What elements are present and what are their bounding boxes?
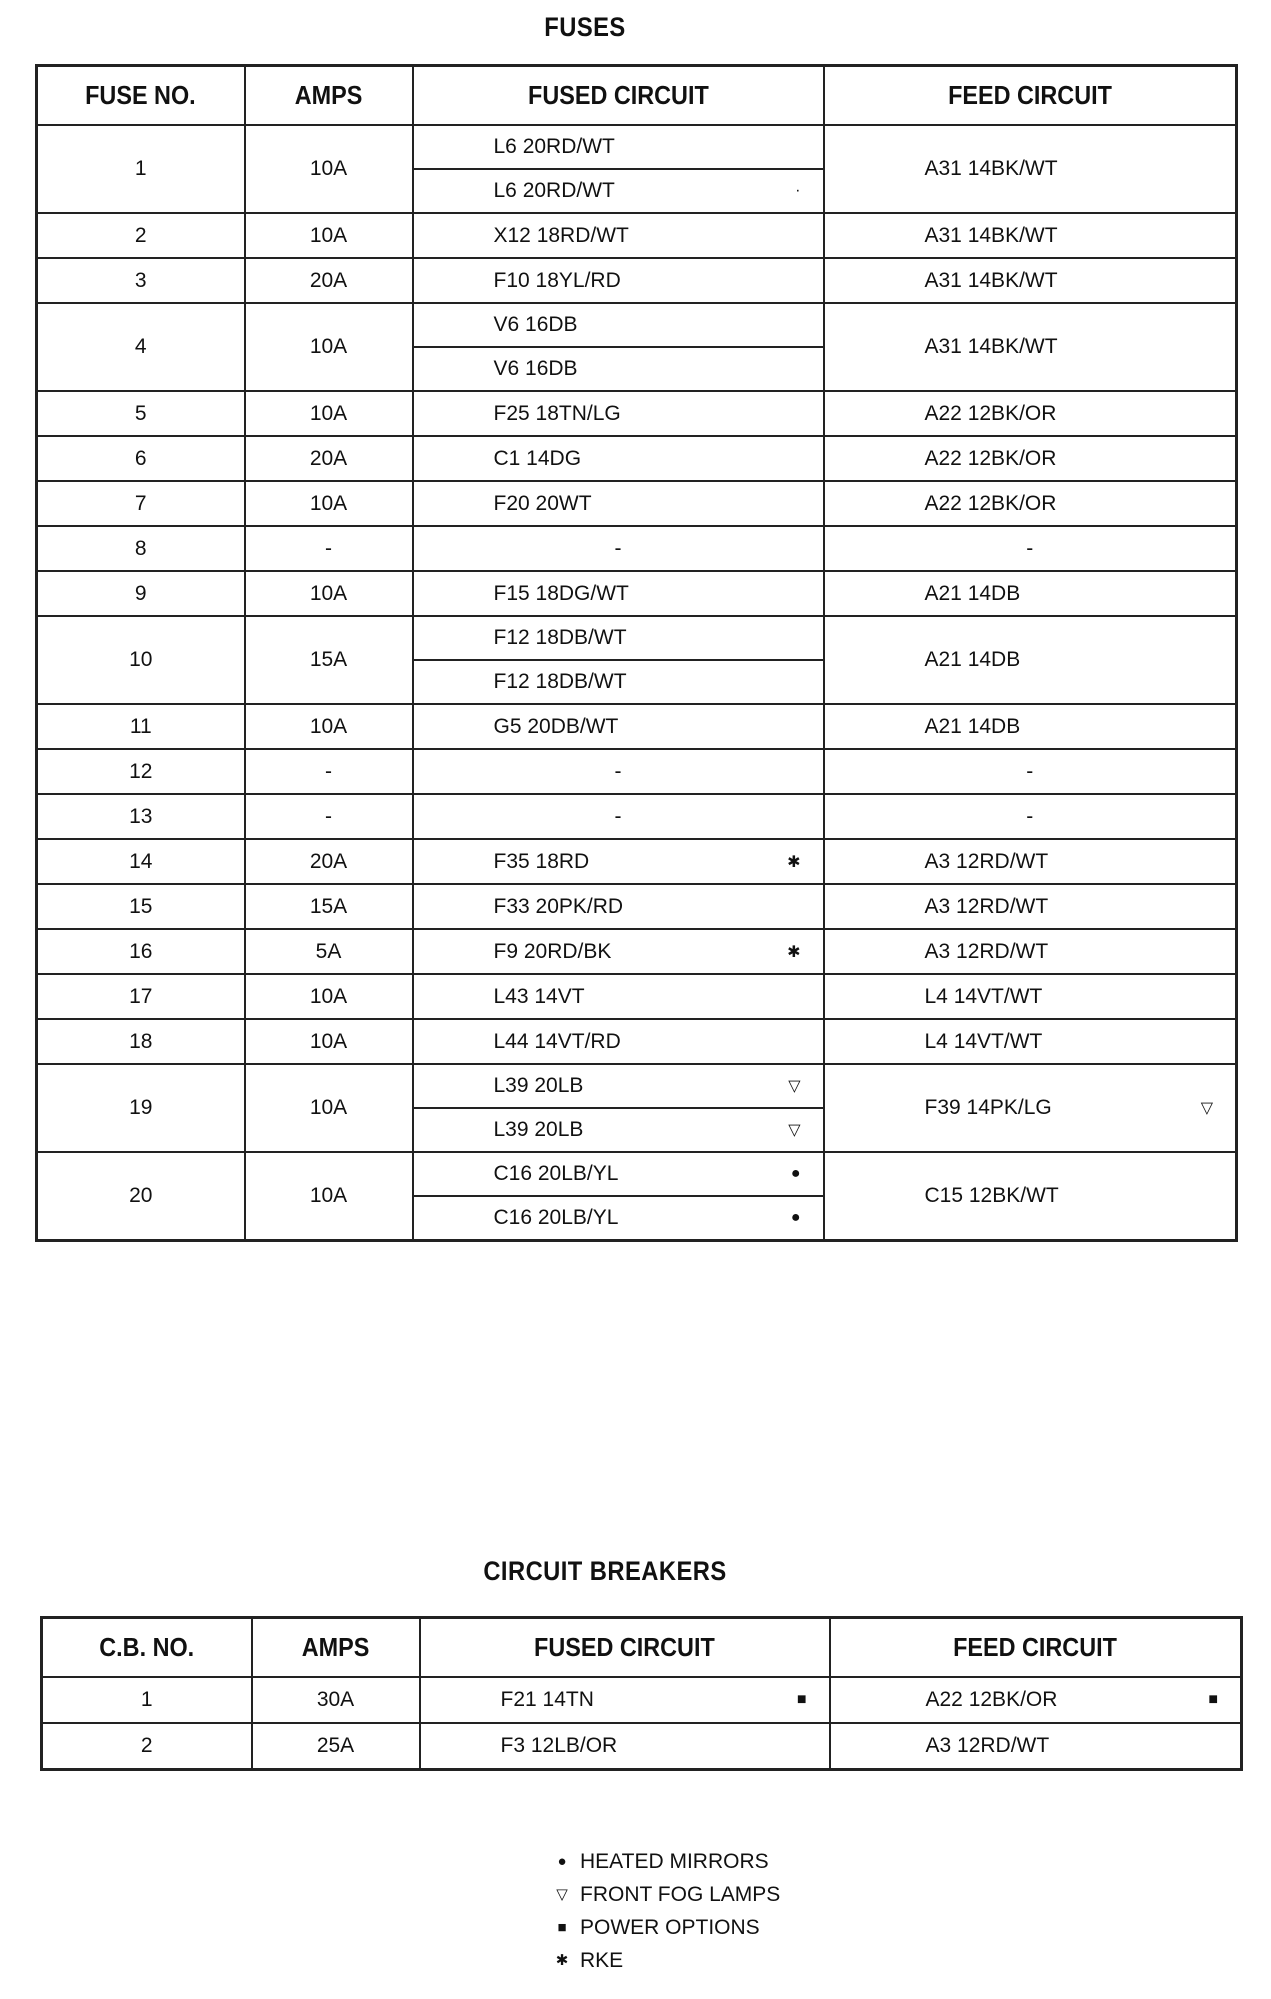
fused-circuit <box>414 168 823 212</box>
fused-circuit-text: X12 18RD/WT <box>493 223 629 247</box>
feed-circuit <box>824 794 1237 839</box>
fuse-row <box>37 884 1237 929</box>
cb-fused-circuit-text: F21 14TN <box>500 1688 594 1711</box>
fuse-row <box>37 436 1237 481</box>
fuse-amps: 10A <box>245 213 413 258</box>
feed-circuit <box>824 884 1237 929</box>
fused-circuit-text: - <box>614 536 622 560</box>
feed-circuit <box>824 526 1237 571</box>
heated-mirrors-icon: ● <box>790 1165 801 1182</box>
header-amps: AMPS <box>245 66 413 126</box>
fuse-row <box>37 303 1237 391</box>
fused-circuit <box>414 840 823 883</box>
fuse-number: 2 <box>37 213 245 258</box>
fuses-title: FUSES <box>544 12 626 42</box>
feed-circuit <box>824 125 1237 213</box>
fuse-amps: 10A <box>245 704 413 749</box>
fused-circuit-text: F12 18DB/WT <box>493 670 627 693</box>
cb-row <box>42 1677 1242 1723</box>
fuse-number: 8 <box>37 526 245 571</box>
header-fused-circuit: FUSED CIRCUIT <box>413 66 824 126</box>
rke-icon: ✱ <box>787 853 801 871</box>
feed-circuit-text: A31 14BK/WT <box>924 223 1058 247</box>
power-options-icon: ■ <box>796 1691 807 1708</box>
feed-circuit-text: A3 12RD/WT <box>924 849 1049 873</box>
cb-amps: 30A <box>252 1677 420 1723</box>
fuse-row <box>37 616 1237 704</box>
feed-circuit-text: L4 14VT/WT <box>924 984 1043 1008</box>
front-fog-lamps-icon: ▽ <box>788 1078 801 1095</box>
fuse-amps: - <box>245 526 413 571</box>
circuit-breakers-title: CIRCUIT BREAKERS <box>483 1556 727 1586</box>
fused-circuit-text: F35 18RD <box>493 849 590 873</box>
feed-circuit <box>824 616 1237 704</box>
fused-circuit-text: F10 18YL/RD <box>493 268 621 292</box>
fused-circuit <box>414 885 823 928</box>
fused-circuit-cell <box>413 1019 824 1064</box>
fused-circuit-text: F33 20PK/RD <box>493 894 624 918</box>
fuse-number: 10 <box>37 616 245 704</box>
fuse-row <box>37 1152 1237 1241</box>
fused-circuit <box>414 346 823 390</box>
fuse-number: 3 <box>37 258 245 303</box>
fused-circuit-text: L6 20RD/WT <box>493 179 615 202</box>
fused-circuit <box>414 1020 823 1063</box>
fuse-row <box>37 974 1237 1019</box>
legend-label: RKE <box>580 1949 624 1972</box>
fused-circuit <box>414 750 823 793</box>
feed-circuit-text: A21 14DB <box>924 648 1021 671</box>
feed-circuit-text: C15 12BK/WT <box>924 1184 1059 1207</box>
fuse-amps: 10A <box>245 391 413 436</box>
header-cb-amps: AMPS <box>252 1618 420 1678</box>
fused-circuit-text: - <box>614 804 622 828</box>
fused-circuit-text: F9 20RD/BK <box>493 939 612 963</box>
cb-feed-circuit <box>830 1677 1242 1723</box>
fuse-amps: 20A <box>245 436 413 481</box>
fused-circuit-text: G5 20DB/WT <box>493 714 619 738</box>
header-cb-fused-circuit: FUSED CIRCUIT <box>420 1618 830 1678</box>
fuse-row <box>37 391 1237 436</box>
front-fog-lamps-icon: ▽ <box>788 1122 801 1139</box>
fused-circuit <box>414 572 823 615</box>
fuse-amps: 15A <box>245 884 413 929</box>
feed-circuit <box>824 749 1237 794</box>
feed-circuit <box>824 929 1237 974</box>
legend-label: FRONT FOG LAMPS <box>580 1883 781 1906</box>
fused-circuit-cell <box>413 929 824 974</box>
front-fog-lamps-icon: ▽ <box>556 1886 568 1903</box>
fused-circuit <box>414 527 823 570</box>
feed-circuit <box>824 1019 1237 1064</box>
fuse-amps: 15A <box>245 616 413 704</box>
fuse-number: 4 <box>37 303 245 391</box>
feed-circuit <box>824 571 1237 616</box>
cb-table-body <box>42 1677 1242 1769</box>
fused-circuit <box>414 304 823 346</box>
fused-circuit-text: L6 20RD/WT <box>493 135 615 158</box>
fused-circuit-text: L39 20LB <box>493 1074 584 1097</box>
fused-circuit <box>414 482 823 525</box>
fuse-amps: 10A <box>245 481 413 526</box>
header-cb-feed-circuit: FEED CIRCUIT <box>830 1618 1242 1678</box>
fused-circuit <box>414 975 823 1018</box>
fused-circuit-cell <box>413 571 824 616</box>
header-fuse-no: FUSE NO. <box>37 66 245 126</box>
fuse-row <box>37 749 1237 794</box>
fused-circuit-cell <box>413 616 824 704</box>
fused-circuit-cell <box>413 303 824 391</box>
fuse-number: 5 <box>37 391 245 436</box>
fused-circuit <box>414 795 823 838</box>
fused-circuit-text: L39 20LB <box>493 1118 584 1141</box>
cb-fused-circuit <box>420 1723 830 1769</box>
feed-circuit <box>824 704 1237 749</box>
fused-circuit <box>414 259 823 302</box>
fused-circuit-text: V6 16DB <box>493 313 578 336</box>
feed-circuit-text: A3 12RD/WT <box>924 939 1049 963</box>
power-options-icon: ■ <box>1208 1691 1218 1708</box>
fuse-table-header <box>37 66 1237 126</box>
fused-circuit-cell <box>413 481 824 526</box>
feed-circuit <box>824 436 1237 481</box>
fuse-amps: 10A <box>245 125 413 213</box>
fused-circuit <box>414 126 823 168</box>
fused-circuit <box>414 437 823 480</box>
fuse-amps: 5A <box>245 929 413 974</box>
feed-circuit-text: F39 14PK/LG <box>924 1096 1052 1119</box>
feed-circuit <box>824 974 1237 1019</box>
fuse-amps: 10A <box>245 1152 413 1241</box>
fused-circuit-cell <box>413 526 824 571</box>
fused-circuit-cell <box>413 1152 824 1241</box>
cb-number: 2 <box>42 1723 252 1769</box>
fuse-number: 14 <box>37 839 245 884</box>
feed-circuit <box>824 1064 1237 1152</box>
fuse-amps: 10A <box>245 1019 413 1064</box>
fused-circuit-text: F25 18TN/LG <box>493 401 621 425</box>
cb-number: 1 <box>42 1677 252 1723</box>
fused-circuit-text: C1 14DG <box>493 446 582 470</box>
fused-circuit-text: V6 16DB <box>493 357 578 380</box>
fuse-number: 15 <box>37 884 245 929</box>
cb-fused-circuit-text: F3 12LB/OR <box>500 1733 618 1757</box>
fused-circuit-cell <box>413 884 824 929</box>
fused-circuit-cell <box>413 794 824 839</box>
feed-circuit <box>824 213 1237 258</box>
fuse-row <box>37 258 1237 303</box>
fuse-number: 17 <box>37 974 245 1019</box>
feed-circuit-text: A31 14BK/WT <box>924 335 1058 358</box>
cb-feed-circuit <box>830 1723 1242 1769</box>
feed-circuit-text: A3 12RD/WT <box>924 894 1049 918</box>
fuse-amps: 10A <box>245 303 413 391</box>
feed-circuit <box>824 258 1237 303</box>
feed-circuit-text: A22 12BK/OR <box>924 446 1057 470</box>
fuse-number: 11 <box>37 704 245 749</box>
legend-label: POWER OPTIONS <box>580 1916 760 1939</box>
fuse-row <box>37 839 1237 884</box>
fuse-row <box>37 526 1237 571</box>
feed-circuit <box>824 303 1237 391</box>
fused-circuit <box>414 930 823 973</box>
fuse-table <box>35 64 1238 1242</box>
fused-circuit <box>414 1195 823 1239</box>
feed-circuit-text: - <box>1026 536 1034 560</box>
fused-circuit <box>414 705 823 748</box>
fuse-amps: 10A <box>245 974 413 1019</box>
feed-circuit <box>824 1152 1237 1241</box>
fuse-amps: - <box>245 749 413 794</box>
legend-item <box>550 1944 780 1977</box>
circuit-breaker-table <box>40 1616 1243 1771</box>
fuse-number: 20 <box>37 1152 245 1241</box>
fuse-row <box>37 1064 1237 1152</box>
fused-circuit-cell <box>413 125 824 213</box>
legend-item <box>550 1878 780 1911</box>
feed-circuit-text: A31 14BK/WT <box>924 157 1058 180</box>
fuse-number: 16 <box>37 929 245 974</box>
fuse-number: 1 <box>37 125 245 213</box>
fuse-number: 12 <box>37 749 245 794</box>
fuse-row <box>37 704 1237 749</box>
feed-circuit-text: - <box>1026 759 1034 783</box>
front-fog-lamps-icon: ▽ <box>1200 1100 1213 1117</box>
header-cb-no: C.B. NO. <box>42 1618 252 1678</box>
heated-mirrors-icon: ● <box>557 1853 567 1870</box>
feed-circuit-text: L4 14VT/WT <box>924 1029 1043 1053</box>
fused-circuit <box>414 659 823 703</box>
legend-item <box>550 1845 780 1878</box>
cb-fused-circuit <box>420 1677 830 1723</box>
fused-circuit-cell <box>413 839 824 884</box>
fused-circuit-cell <box>413 704 824 749</box>
fuse-table-body <box>37 125 1237 1241</box>
fused-circuit-text: L43 14VT <box>493 984 585 1008</box>
fused-circuit-text: F15 18DG/WT <box>493 581 629 605</box>
fuse-number: 19 <box>37 1064 245 1152</box>
fused-circuit-text: F12 18DB/WT <box>493 626 627 649</box>
feed-circuit <box>824 481 1237 526</box>
feed-circuit <box>824 839 1237 884</box>
feed-circuit-text: A22 12BK/OR <box>924 401 1057 425</box>
cb-table-header <box>42 1618 1242 1678</box>
feed-circuit-text: - <box>1026 804 1034 828</box>
fused-circuit-cell <box>413 749 824 794</box>
fused-circuit-cell <box>413 1064 824 1152</box>
fuse-row <box>37 794 1237 839</box>
feed-circuit-text: A21 14DB <box>924 581 1021 605</box>
cb-amps: 25A <box>252 1723 420 1769</box>
fuse-number: 9 <box>37 571 245 616</box>
cb-feed-circuit-text: A3 12RD/WT <box>925 1733 1050 1757</box>
fuse-amps: 20A <box>245 839 413 884</box>
heated-mirrors-icon: ● <box>790 1209 801 1226</box>
fuse-row <box>37 1019 1237 1064</box>
fused-circuit <box>414 214 823 257</box>
legend-label: HEATED MIRRORS <box>580 1850 769 1873</box>
fuse-amps: 10A <box>245 1064 413 1152</box>
fuse-amps: 20A <box>245 258 413 303</box>
fuse-amps: - <box>245 794 413 839</box>
fuse-number: 7 <box>37 481 245 526</box>
fuse-amps: 10A <box>245 571 413 616</box>
fused-circuit-cell <box>413 974 824 1019</box>
rke-icon: ✱ <box>787 943 801 961</box>
header-feed-circuit: FEED CIRCUIT <box>824 66 1237 126</box>
fused-circuit-cell <box>413 436 824 481</box>
fuse-number: 6 <box>37 436 245 481</box>
fused-circuit-text: L44 14VT/RD <box>493 1029 621 1053</box>
fused-circuit-text: C16 20LB/YL <box>493 1162 619 1185</box>
fuse-row <box>37 481 1237 526</box>
feed-circuit-text: A22 12BK/OR <box>924 491 1057 515</box>
legend-item <box>550 1911 780 1944</box>
cb-feed-circuit-text: A22 12BK/OR <box>925 1688 1058 1711</box>
fuse-number: 18 <box>37 1019 245 1064</box>
feed-circuit-text: A21 14DB <box>924 714 1021 738</box>
fused-circuit <box>414 1107 823 1151</box>
fused-circuit-cell <box>413 258 824 303</box>
fused-circuit-text: - <box>614 759 622 783</box>
fused-circuit-cell <box>413 391 824 436</box>
legend <box>550 1845 780 1977</box>
fused-circuit <box>414 1065 823 1107</box>
fused-circuit-text: C16 20LB/YL <box>493 1206 619 1229</box>
fused-circuit <box>414 392 823 435</box>
feed-circuit-text: A31 14BK/WT <box>924 268 1058 292</box>
fused-circuit <box>414 1153 823 1195</box>
dot-mark-icon: · <box>795 182 801 199</box>
fuse-row <box>37 929 1237 974</box>
fused-circuit <box>414 617 823 659</box>
fuse-row <box>37 213 1237 258</box>
feed-circuit <box>824 391 1237 436</box>
power-options-icon: ■ <box>557 1919 567 1936</box>
rke-icon: ✱ <box>555 1952 569 1969</box>
fuse-number: 13 <box>37 794 245 839</box>
fuse-row <box>37 125 1237 213</box>
cb-row <box>42 1723 1242 1769</box>
fused-circuit-cell <box>413 213 824 258</box>
fuse-row <box>37 571 1237 616</box>
fused-circuit-text: F20 20WT <box>493 491 592 515</box>
